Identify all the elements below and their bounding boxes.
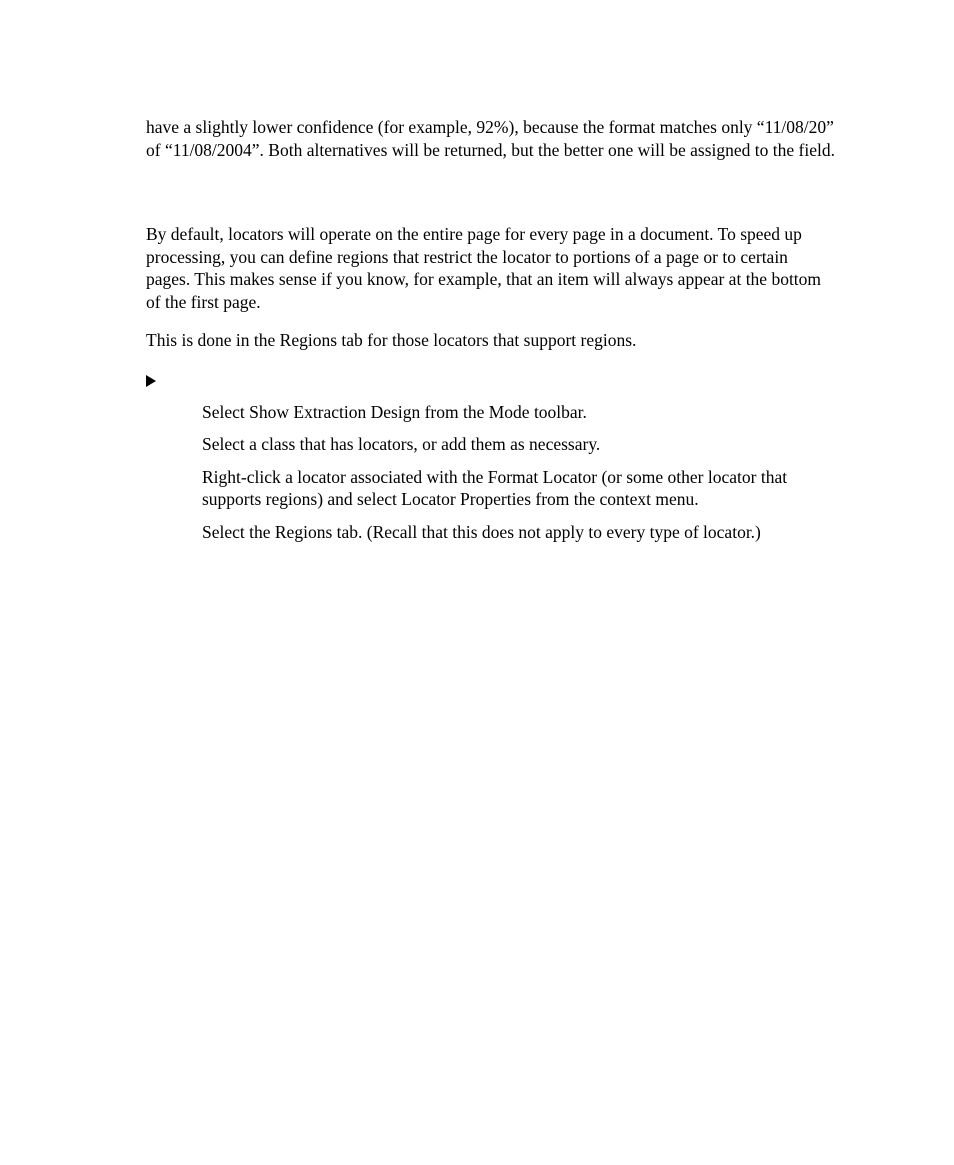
document-page [146,116,836,553]
procedure-marker [146,369,836,391]
paragraph-regions-tab: This is done in the Regions tab for those locators that support regions. [146,330,637,350]
step-item: Select Show Extraction Design from the Mode toolbar. [202,401,587,422]
paragraph-regions-intro: By default, locators will operate on the entire page for every page in a document. To speed up processing, you can define regions that restrict the locator to portions of a page or to certain pages. This makes sense if you know, for example, that an item will always appear at the bottom of the first page. [146,224,822,312]
step-item: Select a class that has locators, or add them as necessary. [202,434,601,454]
procedure-triangle-icon [146,375,156,387]
step-item: Right-click a locator associated with the Format Locator (or some other locator that supports regions) and select Locator Properties from the context menu. [202,466,788,509]
procedure-steps [146,401,836,544]
step-item: Select the Regions tab. (Recall that this does not apply to every type of locator.) [202,521,761,542]
paragraph-confidence: have a slightly lower confidence (for example, 92%), because the format matches only “11/08/20” of “11/08/2004”. Both alternatives will be returned, but the better one will be assigned to the field. [146,117,835,160]
